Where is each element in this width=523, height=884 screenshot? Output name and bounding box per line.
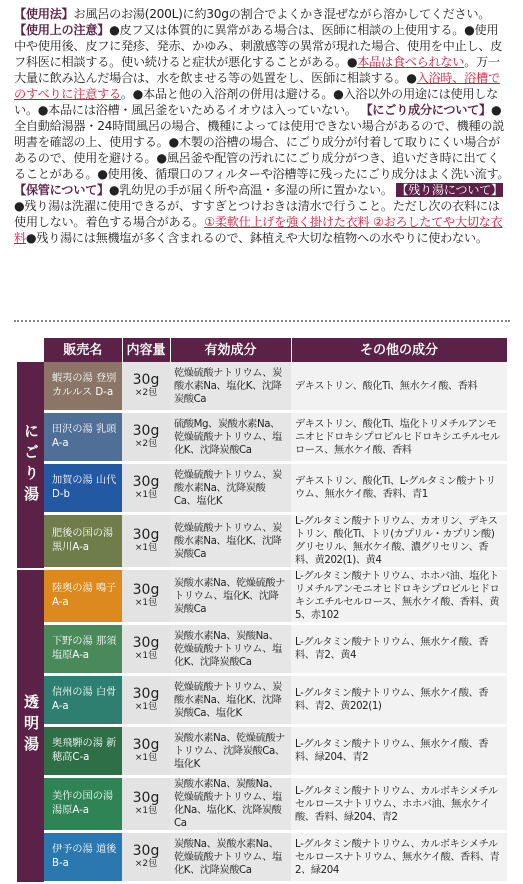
other-ingredients: L-グルタミン酸ナトリウム、無水ケイ酸、香料、緑204、青2 xyxy=(291,726,507,777)
other-ingredients: L-グルタミン酸ナトリウム、カオリン、デキストリン、酸化Ti、トリ(カプリル・カプリン酸)グリセリル、無水ケイ酸、濃グリセリン、香料、黄202(1)、黄4 xyxy=(291,514,507,569)
usage-notes xyxy=(14,6,510,246)
pack-count: ×1包 xyxy=(134,490,158,500)
table-row xyxy=(17,777,507,832)
pack-count: ×1包 xyxy=(134,598,158,608)
table-row xyxy=(17,569,507,624)
other-ingredients: L-グルタミン酸ナトリウム、無水ケイ酸、香料、青2、黄4 xyxy=(291,624,507,675)
quantity-cell xyxy=(122,362,170,412)
usage-label: 【使用法】 xyxy=(14,7,74,21)
active-ingredients: 炭酸水素Na、炭酸Na、乾燥硫酸ナトリウム、塩化K、沈降炭酸Ca xyxy=(170,624,291,675)
caution-label: 【使用上の注意】 xyxy=(14,23,110,37)
table-body xyxy=(17,362,507,883)
active-ingredients: 炭酸水素Na、炭酸Na、乾燥硫酸ナトリウム、塩化Na、塩化K、沈降炭酸Ca xyxy=(170,777,291,832)
pack-count: ×1包 xyxy=(134,753,158,763)
leftover-label: 【残り湯について】 xyxy=(396,183,503,197)
pack-count: ×2包 xyxy=(134,439,158,449)
quantity-cell xyxy=(122,514,170,569)
product-name: 下野の湯 那須塩原A-a xyxy=(44,624,122,675)
storage-label: 【保管について】 xyxy=(14,183,109,197)
table-row xyxy=(17,362,507,412)
active-ingredients: 乾燥硫酸ナトリウム、炭酸水素Na、塩化K、沈降炭酸Ca、塩化K xyxy=(170,675,291,726)
pack-count: ×1包 xyxy=(134,543,158,553)
active-ingredients: 炭酸水素Na、乾燥硫酸ナトリウム、塩化K、沈降炭酸Ca xyxy=(170,569,291,624)
quantity-value: 30g xyxy=(132,474,160,490)
caution-text-1: ●皮フ又は体質的に異常がある場合は、医師に相談の上使用する。●使用中や使用後、皮フに発疹、発赤、かゆみ、刺激感等の異常が現れた場合、使用を中止し、皮フ科医に相談する。使い続けると症状が悪化することがある。● xyxy=(14,23,503,69)
header-other-ingredients: その他の成分 xyxy=(291,338,507,362)
product-name: 蝦夷の湯 登別カルルス D-a xyxy=(44,362,122,412)
other-ingredients: L-グルタミン酸ナトリウム、カルボキシメチルセルロースナトリウム、ホホバ油、無水ケイ酸、香料、緑204、青2 xyxy=(291,777,507,832)
table-row xyxy=(17,514,507,569)
product-name: 陸奥の湯 鳴子A-a xyxy=(44,569,122,624)
group-label: 透明湯 xyxy=(17,569,44,883)
caution-text-3: 。●本品と他の入浴剤の併用は避ける。●入浴以外の用途には使用しない。●本品には浴槽・風呂釜をいためるイオウは入っていない。 xyxy=(14,87,499,117)
leftover-warning: ①柔軟仕上げを強く掛けた衣料 ②おろしたてや大切な衣料 xyxy=(14,215,503,245)
other-ingredients: L-グルタミン酸ナトリウム、無水ケイ酸、香料、青2、黄202(1) xyxy=(291,675,507,726)
other-ingredients: デキストリン、酸化Ti、無水ケイ酸、香料 xyxy=(291,362,507,412)
table-row xyxy=(17,726,507,777)
notes-paragraph xyxy=(14,6,510,246)
quantity-cell xyxy=(122,675,170,726)
active-ingredients: 乾燥硫酸ナトリウム、炭酸水素Na、塩化K、沈降炭酸Ca xyxy=(170,362,291,412)
active-ingredients: 炭酸水素Na、乾燥硫酸ナトリウム、沈降炭酸Ca、塩化K xyxy=(170,726,291,777)
pack-count: ×2包 xyxy=(134,388,158,398)
quantity-value: 30g xyxy=(132,372,160,388)
pack-count: ×1包 xyxy=(134,702,158,712)
header-spacer xyxy=(17,338,44,362)
storage-text: ●乳幼児の手が届く所や高温・多湿の所に置かない。 xyxy=(108,183,393,197)
table-header-row xyxy=(17,338,507,362)
pack-count: ×1包 xyxy=(134,651,158,661)
product-name: 田沢の湯 乳頭A-a xyxy=(44,412,122,463)
leftover-text-2: ●残り湯には無機塩が多く含まれるので、鉢植えや大切な植物への水やりに使わない。 xyxy=(25,231,488,245)
header-quantity: 内容量 xyxy=(122,338,170,362)
usage-text: お風呂のお湯(200L)に約30gの割合でよくかき混ぜながら溶かしてください。 xyxy=(73,7,491,21)
table-row xyxy=(17,675,507,726)
product-name: 信州の湯 白骨A-a xyxy=(44,675,122,726)
quantity-value: 30g xyxy=(132,423,160,439)
caution-warning-2: 入浴時、浴槽でのすべりに注意する xyxy=(14,71,500,101)
other-ingredients: デキストリン、酸化Ti、塩化トリメチルアンモニオヒドロキシプロピルヒドロキシエチルセルロース、無水ケイ酸、香料 xyxy=(291,412,507,463)
group-label: にごり湯 xyxy=(17,362,44,569)
active-ingredients: 乾燥硫酸ナトリウム、炭酸水素Na、塩化K、沈降炭酸Ca xyxy=(170,514,291,569)
pack-count: ×1包 xyxy=(134,806,158,816)
table-row xyxy=(17,832,507,883)
quantity-value: 30g xyxy=(132,582,160,598)
quantity-cell xyxy=(122,777,170,832)
active-ingredients: 乾燥硫酸ナトリウム、炭酸水素Na、沈降炭酸Ca、塩化K xyxy=(170,463,291,514)
quantity-value: 30g xyxy=(132,843,160,859)
pack-count: ×2包 xyxy=(134,859,158,869)
product-name: 肥後の国の湯 黒川A-a xyxy=(44,514,122,569)
header-active-ingredients: 有効成分 xyxy=(170,338,291,362)
quantity-value: 30g xyxy=(132,737,160,753)
quantity-value: 30g xyxy=(132,686,160,702)
dotted-divider xyxy=(14,320,510,322)
other-ingredients: L-グルタミン酸ナトリウム、ホホバ油、塩化トリメチルアンモニオヒドロキシプロピルヒドロキシエチルセルロース、無水ケイ酸、香料、黄5、赤102 xyxy=(291,569,507,624)
quantity-cell xyxy=(122,726,170,777)
table-row xyxy=(17,412,507,463)
quantity-value: 30g xyxy=(132,635,160,651)
quantity-cell xyxy=(122,569,170,624)
turbid-label: 【にごり成分について】 xyxy=(360,103,491,117)
table-row xyxy=(17,463,507,514)
caution-text-2: 。万一大量に飲み込んだ場合は、水を飲ませる等の処置をし、医師に相談する。● xyxy=(14,55,500,85)
product-name: 加賀の湯 山代D-b xyxy=(44,463,122,514)
caution-warning-1: 本品は食べられない xyxy=(357,55,465,69)
header-product-name: 販売名 xyxy=(44,338,122,362)
quantity-value: 30g xyxy=(132,790,160,806)
product-name: 美作の国の湯 湯原A-a xyxy=(44,777,122,832)
other-ingredients: L-グルタミン酸ナトリウム、カルボキシメチルセルロースナトリウム、無水ケイ酸、香料、青2、緑204 xyxy=(291,832,507,883)
quantity-value: 30g xyxy=(132,527,160,543)
other-ingredients: デキストリン、酸化Ti、L-グルタミン酸ナトリウム、無水ケイ酸、香料、青1 xyxy=(291,463,507,514)
table-row xyxy=(17,624,507,675)
product-name: 伊予の湯 道後B-a xyxy=(44,832,122,883)
quantity-cell xyxy=(122,624,170,675)
active-ingredients: 硫酸Mg、炭酸水素Na、乾燥硫酸ナトリウム、塩化K、沈降炭酸Ca xyxy=(170,412,291,463)
quantity-cell xyxy=(122,412,170,463)
quantity-cell xyxy=(122,463,170,514)
product-table xyxy=(17,338,508,884)
active-ingredients: 炭酸Na、炭酸水素Na、乾燥硫酸ナトリウム、塩化K、沈降炭酸Ca xyxy=(170,832,291,883)
leftover-text-1: ●残り湯は洗濯に使用できるが、すすぎとつけおきは清水で行うこと。ただし次の衣料には使用しない。着色する場合がある。 xyxy=(14,199,500,229)
turbid-text: ●全自動給湯器・24時間風呂の場合、機種によっては使用できない場合があるので、機種の説明書を確認の上、使用する。●木製の浴槽の場合、にごり成分が付着して取りにくい場合があるので、使用を避ける。●風呂釜や配管の汚れににごり成分がつき、追いだき時に出てくることがある。●使用後、循環口のフィルターや浴槽等に残ったにごり成分はよく洗い流す。 xyxy=(14,103,510,181)
product-name: 奥飛騨の湯 新穂高C-a xyxy=(44,726,122,777)
quantity-cell xyxy=(122,832,170,883)
